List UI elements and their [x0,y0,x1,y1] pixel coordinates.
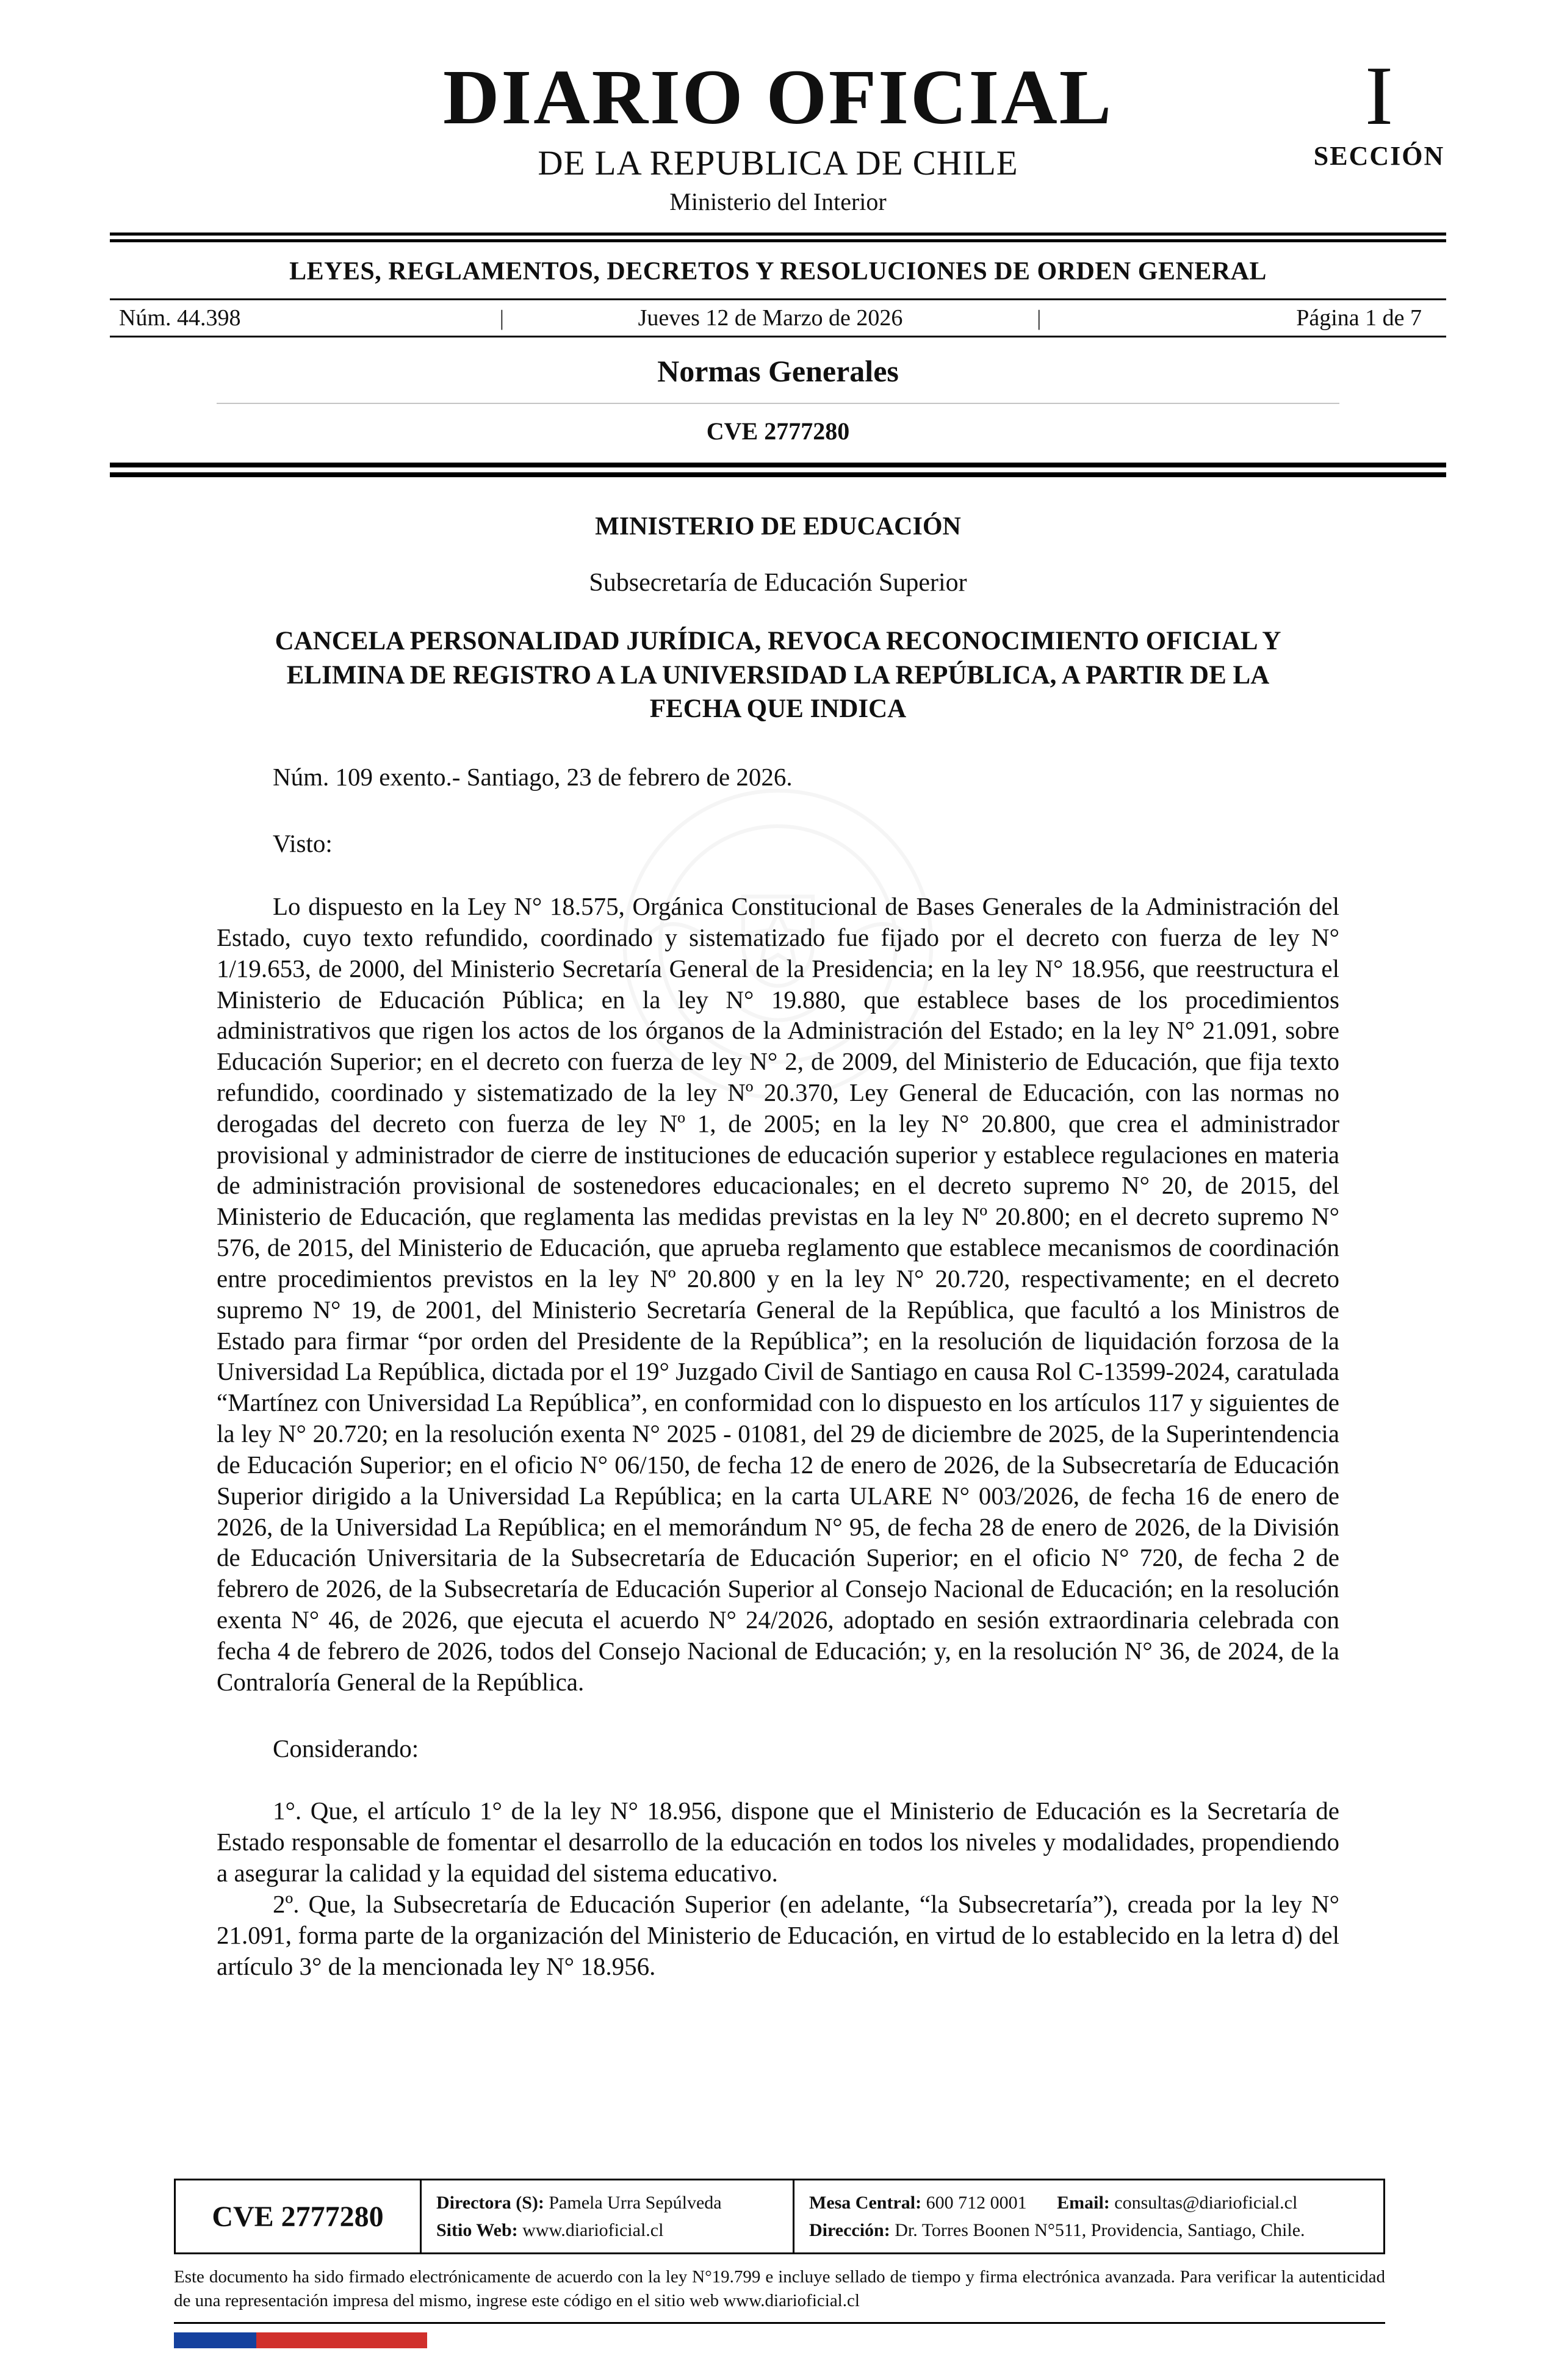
footer-cve-code: CVE 2777280 [212,2200,384,2233]
legal-notice: Este documento ha sido firmado electrónicamente de acuerdo con la ley N°19.799 e incluye sellado de tiempo y firma electrónica avanzada. Para verificar la autenticidad de una representación impresa del mismo, ingrese este código en el sitio web www.diarioficial.cl [174,2267,1385,2310]
issue-number: Núm. 44.398 [119,305,241,331]
gazette-ministry: Ministerio del Interior [669,187,887,215]
decree-number-line: Núm. 109 exento.- Santiago, 23 de febrero de 2026. [273,763,793,792]
page-footer [174,2179,1385,2348]
section-numeral: I [1365,49,1393,142]
flag-red-bar [256,2332,427,2348]
page-indicator: Página 1 de 7 [1296,305,1422,331]
footer-mesa-email-line [809,2189,1369,2216]
subsecretaria-subheading: Subsecretaría de Educación Superior [589,568,967,597]
considerando-label: Considerando: [273,1734,419,1762]
flag-bars [174,2332,1385,2348]
visto-paragraph: Lo dispuesto en la Ley N° 18.575, Orgánica Constitucional de Bases Generales de la Administración del Estado, cuyo texto refundido, coordinado y sistematizado fue fijado por el decreto con fuerza de ley N° 1/19.653, de 2000, del Ministerio Secretaría General de la Presidencia; en la ley N° 18.956, que reestructura el Ministerio de Educación Pública; en la ley N° 19.880, que establece bases de los procedimientos administrativos que rigen los actos de los órganos de la Administración del Estado; en la ley N° 21.091, sobre Educación Superior; en el decreto con fuerza de ley N° 2, de 2009, del Ministerio de Educación, que fija texto refundido, coordinado y sistematizado de la ley Nº 20.370, Ley General de Educación, con las normas no derogadas del decreto con fuerza de ley Nº 1, de 2005; en la ley N° 20.800, que crea el administrador provisional y administrador de cierre de instituciones de educación superior y establece regulaciones en materia de administración provisional de sostenedores educacionales; en el decreto supremo N° 20, de 2015, del Ministerio de Educación, que reglamenta las medidas previstas en la ley Nº 20.800; en el decreto supremo N° 576, de 2015, del Ministerio de Educación, que aprueba reglamento que establece mecanismos de coordinación entre procedimientos previstos en la ley Nº 20.800 y en la ley N° 20.720, respectivamente; en el decreto supremo N° 19, de 2001, del Ministerio Secretaría General de la República, que facultó a los Ministros de Estado para firmar “por orden del Presidente de la República”; en la resolución de liquidación forzosa de la Universidad La República, dictada por el 19° Juzgado Civil de Santiago en causa Rol C-13599-2024, caratulada “Martínez con Universidad La República”, en conformidad con lo dispuesto en los artículos 117 y siguientes de la ley N° 20.720; en la resolución exenta N° 2025 - 01081, del 29 de diciembre de 2025, de la Superintendencia de Educación Superior; en el oficio N° 06/150, de fecha 12 de enero de 2026, de la Subsecretaría de Educación Superior dirigido a la Universidad La República; en la carta ULARE N° 003/2026, de fecha 16 de enero de 2026, de la Universidad La República; en el memorándum N° 95, de fecha 28 de enero de 2026, de la División de Educación Universitaria de la Subsecretaría de Educación Superior; en el oficio N° 720, de fecha 2 de febrero de 2026, de la Subsecretaría de Educación Superior al Consejo Nacional de Educación; en la resolución exenta N° 46, de 2026, que ejecuta el acuerdo N° 24/2026, adoptado en sesión extraordinaria celebrada con fecha 4 de febrero de 2026, todos del Consejo Nacional de Educación; y, en la resolución N° 36, de 2024, de la Contraloría General de la República. [217,892,1339,1696]
footer-contact-right [793,2180,1383,2252]
mesa-central-label: Mesa Central: [809,2193,922,2213]
masthead-double-rule [110,233,1446,242]
masthead [0,0,1556,217]
sitio-web-value: www.diarioficial.cl [522,2220,664,2241]
directora-value: Pamela Urra Sepúlveda [549,2193,722,2213]
section-label: SECCIÓN [1313,141,1445,171]
gazette-title: DIARIO OFICIAL [442,54,1114,140]
footer-info-box [174,2179,1385,2254]
considerando-item-1: 1°. Que, el artículo 1° de la ley N° 18.956, dispone que el Ministerio de Educación es la Secretaría de Estado responsable de fomentar el desarrollo de la educación en todos los niveles y modalidades, propendiendo a asegurar la calidad y la equidad del sistema educativo. [217,1797,1339,1888]
meta-separator: | [499,306,504,331]
footer-direccion-line [809,2216,1369,2244]
thick-double-rule [110,463,1446,477]
issue-date: Jueves 12 de Marzo de 2026 [638,305,903,331]
issue-meta-row [110,300,1446,336]
decree-title: CANCELA PERSONALIDAD JURÍDICA, REVOCA RECONOCIMIENTO OFICIAL Y ELIMINA DE REGISTRO A LA UNIVERSIDAD LA REPÚBLICA, A PARTIR DE LA FECHA QUE INDICA [275,626,1281,724]
cve-code-header: CVE 2777280 [706,417,850,445]
light-rule [217,403,1339,404]
visto-label: Visto: [273,829,333,858]
sitio-web-label: Sitio Web: [436,2220,518,2241]
section-block [1288,49,1471,171]
email-value: consultas@diarioficial.cl [1114,2193,1298,2213]
footer-sitio-line [436,2216,778,2244]
footer-bottom-rule [174,2322,1385,2324]
considerando-item-2: 2º. Que, la Subsecretaría de Educación Superior (en adelante, “la Subsecretaría”), creada por la ley N° 21.091, forma parte de la organización del Ministerio de Educación, en virtud de lo establecido en la letra d) del artículo 3° de la mencionada ley N° 18.956. [217,1889,1339,1980]
section-heading: Normas Generales [657,354,899,389]
direccion-value: Dr. Torres Boonen N°511, Providencia, Santiago, Chile. [895,2220,1305,2241]
mesa-central-value: 600 712 0001 [926,2193,1027,2213]
email-label: Email: [1057,2193,1110,2213]
footer-directora-line [436,2189,778,2216]
direccion-label: Dirección: [809,2220,890,2241]
document-body [217,511,1339,1982]
rule-below-meta [110,336,1446,337]
ministry-heading: MINISTERIO DE EDUCACIÓN [595,512,961,541]
gazette-subtitle: DE LA REPUBLICA DE CHILE [538,144,1018,182]
flag-blue-bar [174,2332,256,2348]
meta-separator: | [1037,306,1042,331]
directora-label: Directora (S): [436,2193,544,2213]
banner-heading: LEYES, REGLAMENTOS, DECRETOS Y RESOLUCIONES DE ORDEN GENERAL [289,257,1267,286]
footer-contact-left [420,2180,793,2252]
